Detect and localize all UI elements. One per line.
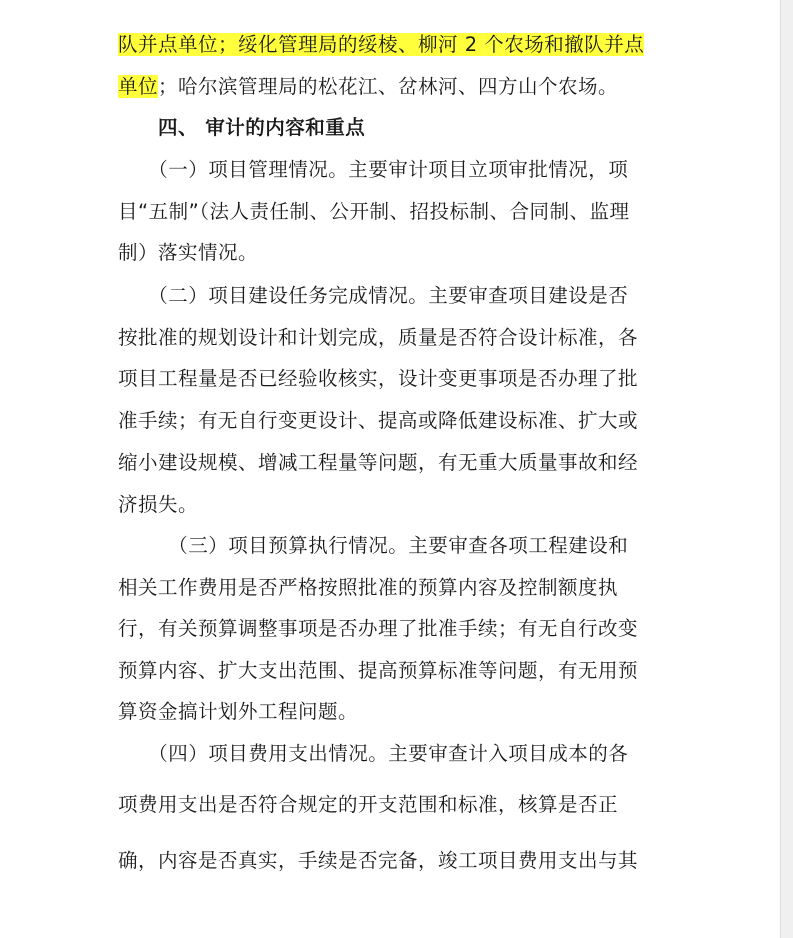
text-line — [118, 364, 638, 394]
text-segment: 制）落实情况。 — [118, 241, 259, 264]
text-line — [118, 656, 638, 686]
text-line — [118, 448, 638, 478]
text-line — [118, 406, 638, 436]
text-segment: （二）项目建设任务完成情况。主要审查项目建设是否 — [118, 284, 629, 307]
text-segment: 项费用支出是否符合规定的开支范围和标准，核算是否正 — [118, 793, 619, 816]
text-segment: （四）项目费用支出情况。主要审查计入项目成本的各 — [118, 742, 629, 765]
text-segment: 行，有关预算调整事项是否办理了批准手续；有无自行改变 — [118, 617, 639, 640]
text-segment: （一）项目管理情况。主要审计项目立项审批情况，项 — [118, 158, 629, 181]
text-segment: 项目工程量是否已经验收核实，设计变更事项是否办理了批 — [118, 367, 639, 390]
text-line — [118, 614, 638, 644]
text-segment: 算资金搞计划外工程问题。 — [118, 700, 359, 723]
text-line — [118, 846, 638, 876]
highlighted-text: 单位 — [118, 75, 159, 98]
vertical-scrollbar[interactable] — [780, 0, 793, 938]
text-line — [118, 323, 638, 353]
text-line — [118, 490, 198, 520]
text-line — [118, 531, 628, 561]
text-line — [118, 790, 618, 820]
text-segment: 按批准的规划设计和计划完成，质量是否符合设计标准，各 — [118, 326, 639, 349]
text-line — [118, 72, 618, 102]
text-line — [118, 155, 628, 185]
text-segment: 目“五制”（法人责任制、公开制、招投标制、合同制、监理 — [118, 200, 630, 223]
text-segment: （三）项目预算执行情况。主要审查各项工程建设和 — [118, 534, 629, 557]
text-segment: ；哈尔滨管理局的松花江、岔林河、四方山个农场。 — [158, 75, 619, 98]
highlighted-text: 队并点单位；绥化管理局的绥棱、柳河 2 个农场和撤队并点 — [118, 33, 645, 56]
text-segment: 缩小建设规模、增减工程量等问题，有无重大质量事故和经 — [118, 451, 639, 474]
text-segment: 济损失。 — [118, 493, 199, 516]
text-segment: 确，内容是否真实，手续是否完备，竣工项目费用支出与其 — [118, 849, 639, 872]
text-line — [118, 197, 629, 227]
text-line — [118, 30, 644, 60]
text-line — [118, 697, 358, 727]
text-line — [118, 281, 628, 311]
text-segment: 准手续；有无自行变更设计、提高或降低建设标准、扩大或 — [118, 409, 639, 432]
text-segment: 四、 审计的内容和重点 — [118, 116, 366, 139]
text-line — [118, 573, 618, 603]
section-heading — [118, 113, 365, 143]
text-segment: 预算内容、扩大支出范围、提高预算标准等问题，有无用预 — [118, 659, 639, 682]
text-segment: 相关工作费用是否严格按照批准的预算内容及控制额度执 — [118, 576, 619, 599]
text-line — [118, 238, 258, 268]
text-line — [118, 739, 628, 769]
